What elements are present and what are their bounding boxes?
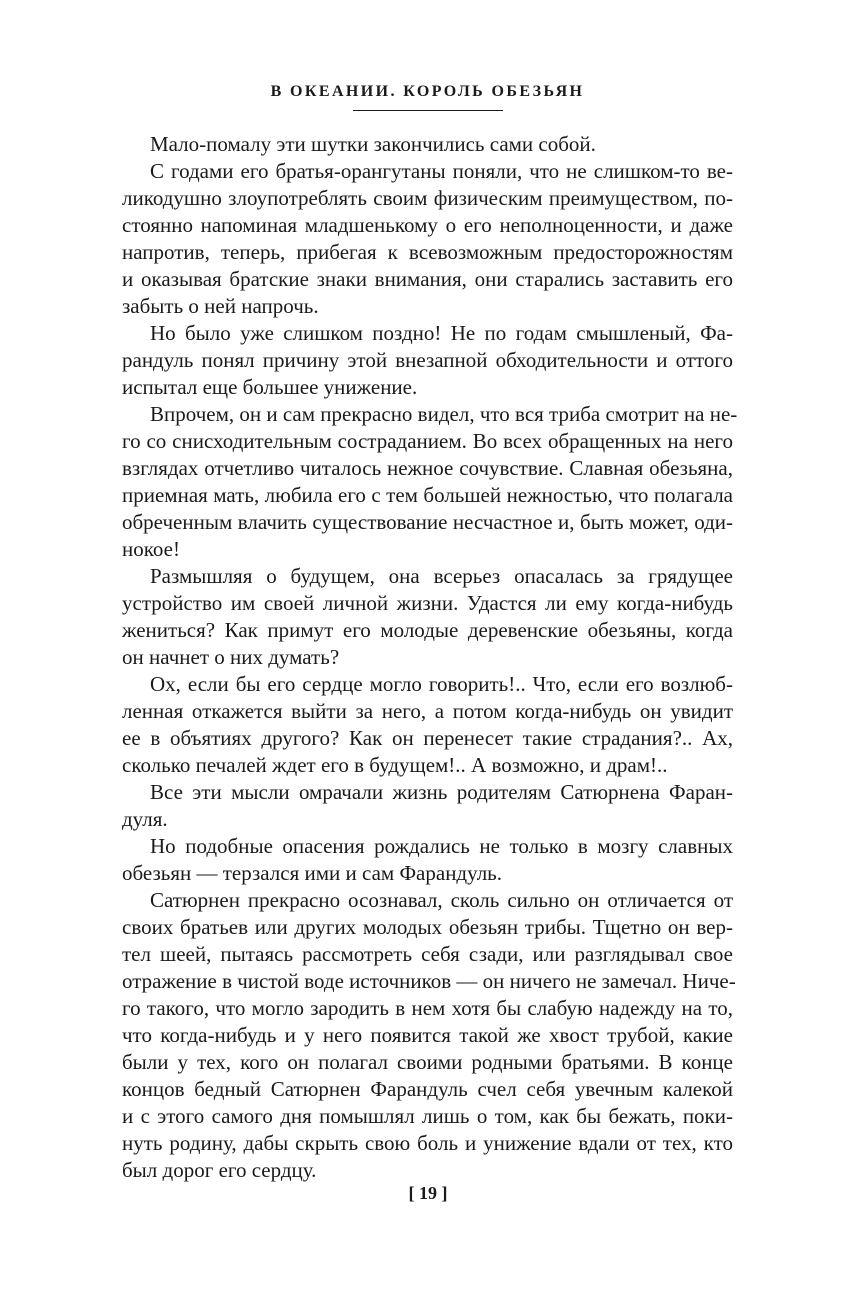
text-line: Мало-помалу эти шутки закончились сами собой. [150,132,596,156]
text-line: Сатюрнен прекрасно осознавал, сколь сильно он отличается от [150,888,733,912]
text-line: ленная откажется выйти за него, а потом когда-нибудь он увидит [122,699,733,723]
text-line: стоянно напоминая младшенькому о его неполноценности, и даже [122,213,733,237]
text-line: приемная мать, любила его с тем большей нежностью, что полагала [122,483,733,507]
text-line: ликодушно злоупотреблять своим физическим преимуществом, по- [122,186,733,210]
text-line: нокое! [122,537,180,561]
text-line: рандуль понял причину этой внезапной обходительности и оттого [122,348,733,372]
body-text [122,131,738,1184]
text-line: своих братьев или других молодых обезьян трибы. Тщетно он вер- [122,915,733,939]
running-head-title: В ОКЕАНИИ. КОРОЛЬ ОБЕЗЬЯН [270,83,585,100]
text-line: Но подобные опасения рождались не только в мозгу славных [150,834,733,858]
text-line: был дорог его сердцу. [122,1158,317,1182]
text-line: Размышляя о будущем, она всерьез опасалась за грядущее [150,564,733,588]
text-line: тел шеей, пытаясь рассмотреть себя сзади, или разглядывал свое [122,942,733,966]
text-line: и оказывая братские знаки внимания, они старались заставить его [122,267,733,291]
text-line: го такого, что могло зародить в нем хотя бы слабую надежду на то, [122,996,733,1020]
text-line: Впрочем, он и сам прекрасно видел, что вся триба смотрит на не- [150,402,738,426]
text-line: отражение в чистой воде источников — он ничего не замечал. Ниче- [122,969,736,993]
text-line: го со снисходительным состраданием. Во всех обращенных на него [122,429,733,453]
text-line: обезьян — терзался ими и сам Фарандуль. [122,861,502,885]
text-line: концов бедный Сатюрнен Фарандуль счел себя увечным калекой [122,1077,733,1101]
text-line: Но было уже слишком поздно! Не по годам смышленый, Фа- [150,321,733,345]
text-line: взглядах отчетливо читалось нежное сочувствие. Славная обезьяна, [122,456,733,480]
text-line: ее в объятиях другого? Как он перенесет такие страдания?.. Ах, [122,726,733,750]
text-line: дуля. [122,807,168,831]
text-line: и с этого самого дня помышлял лишь о том, как бы бежать, поки- [122,1104,733,1128]
text-line: он начнет о них думать? [122,645,340,669]
running-head-rule [353,110,503,111]
text-line: Все эти мысли омрачали жизнь родителям Сатюрнена Фаран- [150,780,733,804]
text-line: нуть родину, дабы скрыть свою боль и унижение вдали от тех, кто [122,1131,733,1155]
page-number: [ 19 ] [408,1183,448,1203]
text-line: жениться? Как примут его молодые деревенские обезьяны, когда [122,618,733,642]
text-line: забыть о ней напрочь. [122,294,319,318]
text-line: напротив, теперь, прибегая к всевозможным предосторожностям [122,240,733,264]
text-line: обреченным влачить существование несчастное и, быть может, оди- [122,510,733,534]
text-line: устройство им своей личной жизни. Удастся ли ему когда-нибудь [122,591,733,615]
text-line: Ох, если бы его сердце могло говорить!.. Что, если его возлюб- [150,672,733,696]
text-line: что когда-нибудь и у него появится такой же хвост трубой, какие [122,1023,733,1047]
running-head [122,80,733,104]
text-line: были у тех, кого он полагал своими родными братьями. В конце [122,1050,733,1074]
text-line: испытал еще большее унижение. [122,375,418,399]
text-line: сколько печалей ждет его в будущем!.. А возможно, и драм!.. [122,753,668,777]
text-line: С годами его братья-орангутаны поняли, что не слишком-то ве- [150,159,733,183]
